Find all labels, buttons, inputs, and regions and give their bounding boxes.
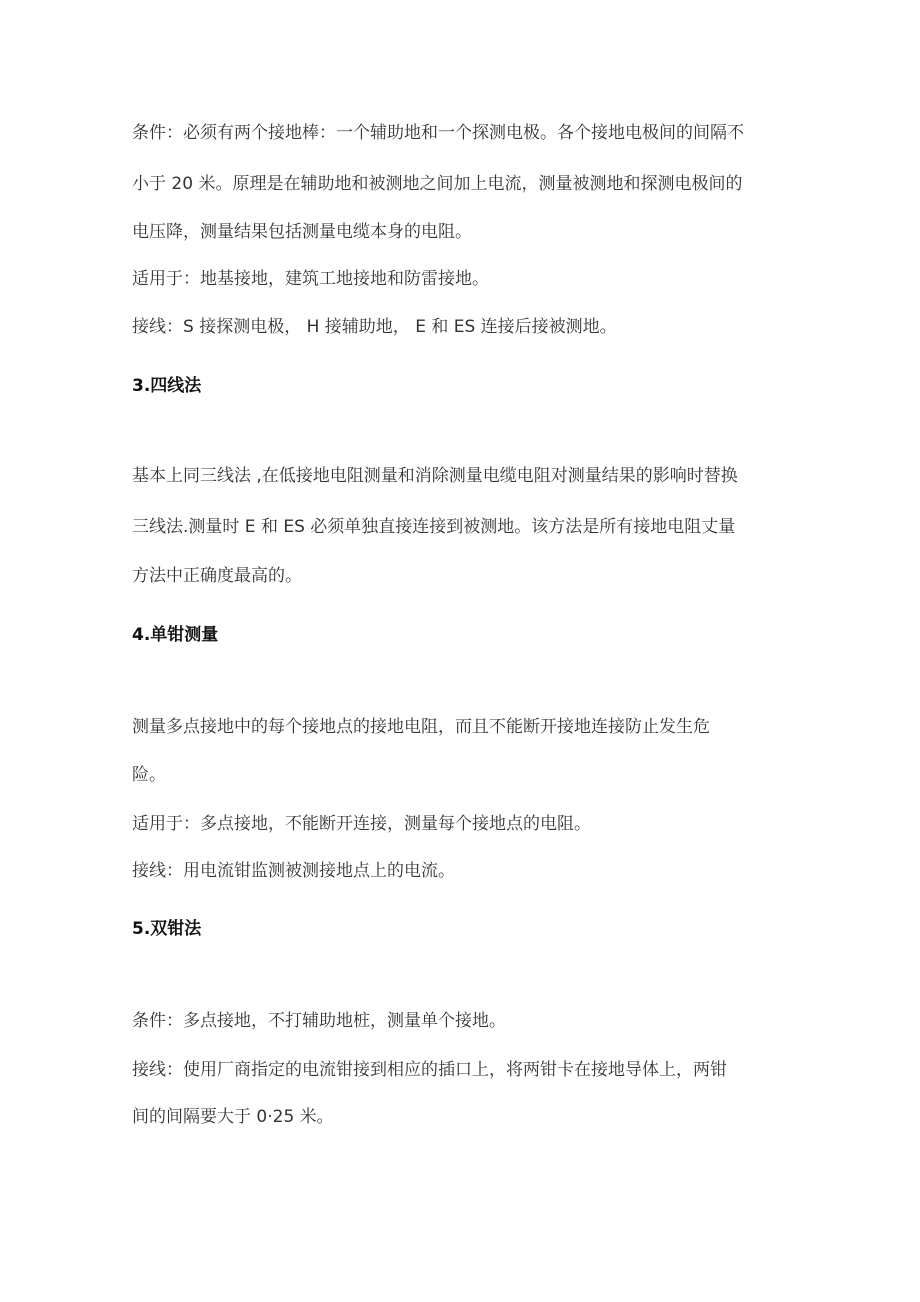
applies-to-line: 适用于：多点接地，不能断开连接，测量每个接地点的电阻。 — [132, 814, 591, 834]
wiring-line: 接线：用电流钳监测被测接地点上的电流。 — [132, 861, 455, 881]
section-heading-four-wire: 3.四线法 — [132, 376, 202, 396]
paragraph-line: 三线法.测量时 E 和 ES 必须单独直接连接到被测地。该方法是所有接地电阻丈量 — [132, 517, 736, 537]
wiring-line: 接线：使用厂商指定的电流钳接到相应的插口上，将两钳卡在接地导体上，两钳 — [132, 1060, 727, 1080]
wiring-line: 间的间隔要大于 0·25 米。 — [132, 1107, 334, 1127]
paragraph-line: 方法中正确度最高的。 — [132, 566, 302, 586]
paragraph-line: 险。 — [132, 765, 166, 785]
paragraph-line: 电压降，测量结果包括测量电缆本身的电阻。 — [132, 222, 472, 242]
paragraph-line: 小于 20 米。原理是在辅助地和被测地之间加上电流，测量被测地和探测电极间的 — [132, 174, 743, 194]
applies-to-line: 适用于：地基接地，建筑工地接地和防雷接地。 — [132, 269, 489, 289]
paragraph-line: 条件：必须有两个接地棒：一个辅助地和一个探测电极。各个接地电极间的间隔不 — [132, 123, 744, 143]
paragraph-line: 基本上同三线法 ,在低接地电阻测量和消除测量电缆电阻对测量结果的影响时替换 — [132, 466, 738, 486]
section-heading-double-clamp: 5.双钳法 — [132, 919, 202, 939]
condition-line: 条件：多点接地，不打辅助地桩，测量单个接地。 — [132, 1011, 506, 1031]
wiring-line: 接线：S 接探测电极， H 接辅助地， E 和 ES 连接后接被测地。 — [132, 317, 617, 337]
paragraph-line: 测量多点接地中的每个接地点的接地电阻，而且不能断开接地连接防止发生危 — [132, 717, 710, 737]
section-heading-single-clamp: 4.单钳测量 — [132, 625, 219, 645]
